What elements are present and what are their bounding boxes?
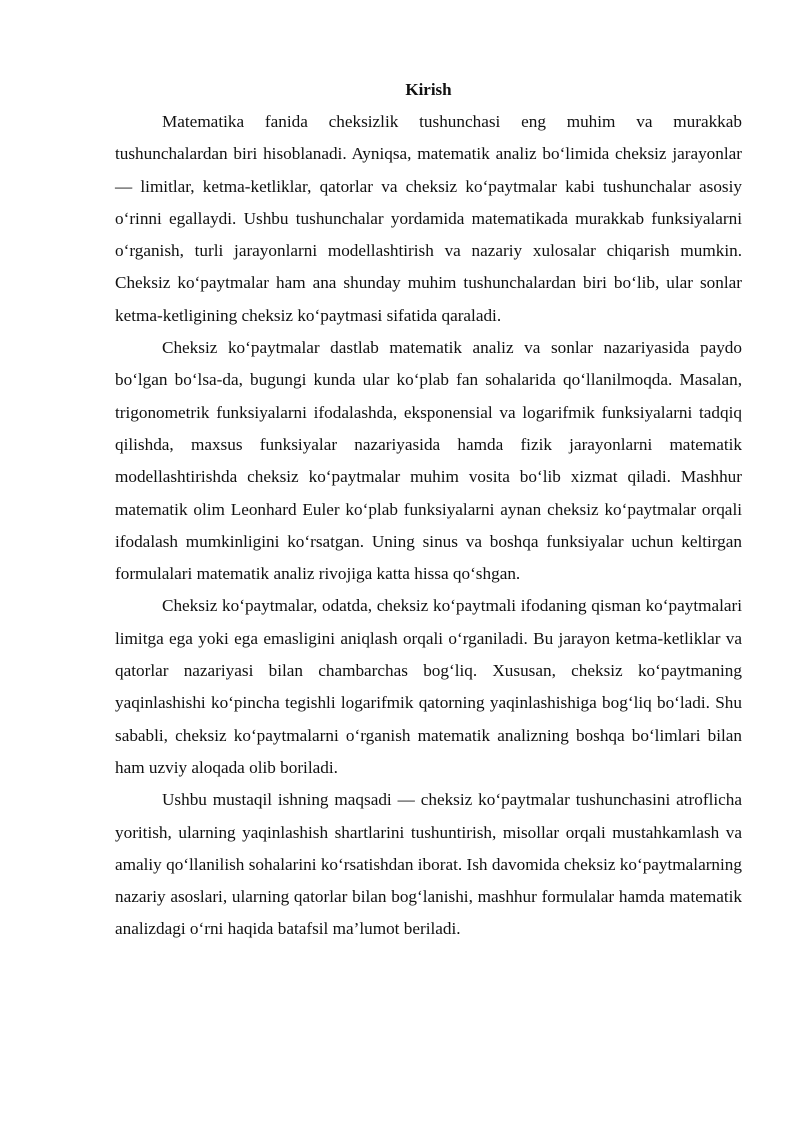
paragraph-3: Cheksiz ko‘paytmalar, odatda, cheksiz ko‘paytmali ifodaning qisman ko‘paytmalari limitga ega yoki ega emasligini aniqlash orqali o‘rganiladi. Bu jarayon ketma-ketliklar va qatorlar nazariyasi bilan chambarchas bog‘liq. Xususan, cheksiz ko‘paytmaning yaqinlashishi ko‘pincha tegishli logarifmik qatorning yaqinlashishiga bog‘liq bo‘ladi. Shu sababli, cheksiz ko‘paytmalarni o‘rganish matematik analizning boshqa bo‘limlari bilan ham uzviy aloqada olib boriladi. <box>115 596 742 777</box>
section-title: Kirish <box>405 80 452 99</box>
paragraph-4: Ushbu mustaqil ishning maqsadi — cheksiz ko‘paytmalar tushunchasini atroflicha yoritish, ularning yaqinlashish shartlarini tushuntirish, misollar orqali mustahkamlash va amaliy qo‘llanilish sohalarini ko‘rsatishdan iborat. Ish davomida cheksiz ko‘paytmalarning nazariy asoslari, ularning qatorlar bilan bog‘lanishi, mashhur formulalar hamda matematik analizdagi o‘rni haqida batafsil ma’lumot beriladi. <box>115 790 742 939</box>
page-content <box>115 74 742 946</box>
paragraph-2: Cheksiz ko‘paytmalar dastlab matematik analiz va sonlar nazariyasida paydo bo‘lgan bo‘lsa-da, bugungi kunda ular ko‘plab fan sohalarida qo‘llanilmoqda. Masalan, trigonometrik funksiyalarni ifodalashda, eksponensial va logarifmik funksiyalarni tadqiq qilishda, maxsus funksiyalar nazariyasida hamda fizik jarayonlarni matematik modellashtirishda cheksiz ko‘paytmalar muhim vosita bo‘lib xizmat qiladi. Mashhur matematik olim Leonhard Euler ko‘plab funksiyalarni aynan cheksiz ko‘paytmalar orqali ifodalash mumkinligini ko‘rsatgan. Uning sinus va boshqa funksiyalar uchun keltirgan formulalari matematik analiz rivojiga katta hissa qo‘shgan. <box>115 338 742 584</box>
paragraph-1: Matematika fanida cheksizlik tushunchasi eng muhim va murakkab tushunchalardan biri hisoblanadi. Ayniqsa, matematik analiz bo‘limida cheksiz jarayonlar — limitlar, ketma-ketliklar, qatorlar va cheksiz ko‘paytmalar kabi tushunchalar asosiy o‘rinni egallaydi. Ushbu tushunchalar yordamida matematikada murakkab funksiyalarni o‘rganish, turli jarayonlarni modellashtirish va nazariy xulosalar chiqarish mumkin. Cheksiz ko‘paytmalar ham ana shunday muhim tushunchalardan biri bo‘lib, ular sonlar ketma-ketligining cheksiz ko‘paytmasi sifatida qaraladi. <box>115 112 742 325</box>
